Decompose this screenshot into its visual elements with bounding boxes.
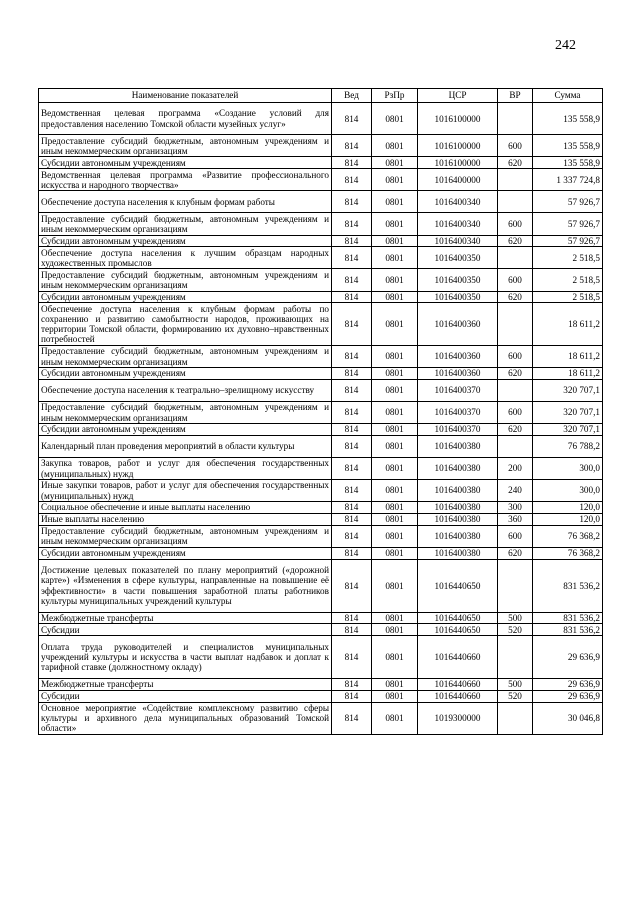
cell-name: Ведомственная целевая программа «Развитие профессионального искусства и народного творчества» (39, 169, 332, 191)
cell-vr: 520 (498, 690, 533, 702)
cell-name: Иные выплаты населению (39, 513, 332, 525)
table-row (39, 480, 603, 502)
cell-rzpr: 0801 (372, 612, 418, 624)
cell-ved: 814 (332, 612, 372, 624)
cell-sum: 76 788,2 (533, 435, 603, 457)
cell-sum: 18 611,2 (533, 346, 603, 368)
table-row (39, 213, 603, 235)
cell-name: Субсидии автономным учреждениям (39, 291, 332, 303)
table-row (39, 191, 603, 213)
table-row (39, 690, 603, 702)
cell-rzpr: 0801 (372, 135, 418, 157)
cell-sum: 135 558,9 (533, 157, 603, 169)
cell-ved: 814 (332, 480, 372, 502)
cell-sum: 57 926,7 (533, 235, 603, 247)
cell-name: Ведомственная целевая программа «Создание условий для предоставления населению Томской области музейных услуг» (39, 103, 332, 135)
cell-csr: 1016400340 (418, 235, 498, 247)
cell-name: Обеспечение доступа населения к театрально–зрелищному искусству (39, 379, 332, 401)
cell-vr (498, 169, 533, 191)
cell-ved: 814 (332, 678, 372, 690)
cell-sum: 57 926,7 (533, 213, 603, 235)
cell-name: Предоставление субсидий бюджетным, автономным учреждениям и иным некоммерческим организациям (39, 269, 332, 291)
table-row (39, 169, 603, 191)
cell-name: Оплата труда руководителей и специалистов муниципальных учреждений культуры и искусства в части выплат надбавок и доплат к тарифной ставке (должностному окладу) (39, 636, 332, 679)
table-row (39, 291, 603, 303)
cell-name: Иные закупки товаров, работ и услуг для обеспечения государственных (муниципальных) нужд (39, 480, 332, 502)
table-row (39, 247, 603, 269)
cell-ved: 814 (332, 636, 372, 679)
cell-ved: 814 (332, 379, 372, 401)
cell-rzpr: 0801 (372, 157, 418, 169)
cell-csr: 1016400360 (418, 368, 498, 380)
cell-vr: 600 (498, 525, 533, 547)
cell-csr: 1016400380 (418, 435, 498, 457)
cell-rzpr: 0801 (372, 502, 418, 514)
cell-vr (498, 379, 533, 401)
table-row (39, 103, 603, 135)
cell-rzpr: 0801 (372, 559, 418, 612)
cell-csr: 1016400350 (418, 269, 498, 291)
cell-ved: 814 (332, 269, 372, 291)
cell-rzpr: 0801 (372, 247, 418, 269)
cell-rzpr: 0801 (372, 624, 418, 636)
cell-csr: 1016400340 (418, 191, 498, 213)
cell-name: Предоставление субсидий бюджетным, автономным учреждениям и иным некоммерческим организациям (39, 525, 332, 547)
cell-rzpr: 0801 (372, 368, 418, 380)
cell-name: Обеспечение доступа населения к клубным формам работы (39, 191, 332, 213)
cell-name: Календарный план проведения мероприятий в области культуры (39, 435, 332, 457)
cell-ved: 814 (332, 702, 372, 734)
cell-csr: 1016400380 (418, 502, 498, 514)
table-row (39, 135, 603, 157)
cell-ved: 814 (332, 513, 372, 525)
cell-rzpr: 0801 (372, 303, 418, 346)
table-row (39, 269, 603, 291)
cell-vr: 620 (498, 547, 533, 559)
cell-vr: 620 (498, 291, 533, 303)
cell-name: Предоставление субсидий бюджетным, автономным учреждениям и иным некоммерческим организациям (39, 135, 332, 157)
cell-csr: 1016400340 (418, 213, 498, 235)
table-row (39, 435, 603, 457)
cell-vr (498, 636, 533, 679)
cell-ved: 814 (332, 547, 372, 559)
cell-rzpr: 0801 (372, 379, 418, 401)
cell-vr: 620 (498, 235, 533, 247)
cell-sum: 18 611,2 (533, 303, 603, 346)
cell-sum: 2 518,5 (533, 247, 603, 269)
cell-csr: 1016100000 (418, 157, 498, 169)
table-row (39, 379, 603, 401)
cell-csr: 1016440650 (418, 559, 498, 612)
cell-sum: 76 368,2 (533, 547, 603, 559)
cell-name: Межбюджетные трансферты (39, 612, 332, 624)
table-row (39, 458, 603, 480)
cell-name: Достижение целевых показателей по плану мероприятий («дорожной карте») «Изменения в сфере культуры, направленные на повышение её эффективности» в части повышения заработной платы работников культуры муниципальных учреждений культуры (39, 559, 332, 612)
cell-csr: 1016400350 (418, 291, 498, 303)
cell-ved: 814 (332, 368, 372, 380)
cell-rzpr: 0801 (372, 269, 418, 291)
cell-name: Предоставление субсидий бюджетным, автономным учреждениям и иным некоммерческим организациям (39, 213, 332, 235)
cell-ved: 814 (332, 525, 372, 547)
cell-sum: 831 536,2 (533, 612, 603, 624)
cell-ved: 814 (332, 303, 372, 346)
table-row (39, 559, 603, 612)
cell-name: Субсидии автономным учреждениям (39, 235, 332, 247)
table-row (39, 368, 603, 380)
cell-rzpr: 0801 (372, 435, 418, 457)
header-vr: ВР (498, 89, 533, 103)
cell-vr (498, 191, 533, 213)
cell-sum: 76 368,2 (533, 525, 603, 547)
cell-name: Социальное обеспечение и иные выплаты населению (39, 502, 332, 514)
cell-vr (498, 435, 533, 457)
cell-ved: 814 (332, 291, 372, 303)
cell-rzpr: 0801 (372, 458, 418, 480)
cell-csr: 1016440660 (418, 690, 498, 702)
cell-ved: 814 (332, 235, 372, 247)
cell-ved: 814 (332, 502, 372, 514)
cell-name: Субсидии автономным учреждениям (39, 424, 332, 436)
cell-csr: 1016100000 (418, 135, 498, 157)
cell-csr: 1016400380 (418, 513, 498, 525)
cell-ved: 814 (332, 346, 372, 368)
cell-csr: 1016440650 (418, 624, 498, 636)
cell-vr: 500 (498, 612, 533, 624)
table-row (39, 636, 603, 679)
cell-ved: 814 (332, 424, 372, 436)
table-row (39, 525, 603, 547)
cell-name: Основное мероприятие «Содействие комплексному развитию сферы культуры и архивного дела муниципальных образований Томской области» (39, 702, 332, 734)
cell-vr (498, 103, 533, 135)
table-row (39, 547, 603, 559)
cell-ved: 814 (332, 191, 372, 213)
table-row (39, 235, 603, 247)
cell-rzpr: 0801 (372, 291, 418, 303)
table-row (39, 303, 603, 346)
header-csr: ЦСР (418, 89, 498, 103)
table-row (39, 612, 603, 624)
cell-ved: 814 (332, 690, 372, 702)
cell-sum: 29 636,9 (533, 678, 603, 690)
table-row (39, 424, 603, 436)
cell-vr: 620 (498, 424, 533, 436)
cell-vr (498, 702, 533, 734)
cell-csr: 1016400380 (418, 547, 498, 559)
cell-sum: 1 337 724,8 (533, 169, 603, 191)
cell-rzpr: 0801 (372, 513, 418, 525)
cell-ved: 814 (332, 247, 372, 269)
cell-name: Межбюджетные трансферты (39, 678, 332, 690)
cell-sum: 2 518,5 (533, 269, 603, 291)
cell-sum: 18 611,2 (533, 368, 603, 380)
cell-vr (498, 559, 533, 612)
table-row (39, 502, 603, 514)
table-row (39, 513, 603, 525)
cell-rzpr: 0801 (372, 191, 418, 213)
cell-vr: 520 (498, 624, 533, 636)
table-row (39, 624, 603, 636)
cell-name: Субсидии (39, 624, 332, 636)
cell-vr: 200 (498, 458, 533, 480)
cell-rzpr: 0801 (372, 678, 418, 690)
cell-csr: 1016100000 (418, 103, 498, 135)
cell-rzpr: 0801 (372, 169, 418, 191)
cell-csr: 1016400380 (418, 480, 498, 502)
cell-sum: 29 636,9 (533, 690, 603, 702)
table-row (39, 402, 603, 424)
cell-name: Обеспечение доступа населения к клубным формам работы по сохранению и развитию самобытности народов, проживающих на территории Томской области, формированию их духовно–нравственных потребностей (39, 303, 332, 346)
cell-csr: 1016400380 (418, 525, 498, 547)
cell-csr: 1016440660 (418, 678, 498, 690)
cell-ved: 814 (332, 169, 372, 191)
cell-sum: 320 707,1 (533, 402, 603, 424)
cell-name: Субсидии (39, 690, 332, 702)
cell-sum: 57 926,7 (533, 191, 603, 213)
cell-vr: 240 (498, 480, 533, 502)
cell-sum: 29 636,9 (533, 636, 603, 679)
cell-csr: 1016440650 (418, 612, 498, 624)
cell-name: Субсидии автономным учреждениям (39, 547, 332, 559)
cell-sum: 320 707,1 (533, 424, 603, 436)
table-header-row (39, 89, 603, 103)
header-sum: Сумма (533, 89, 603, 103)
table-row (39, 346, 603, 368)
cell-csr: 1016400360 (418, 303, 498, 346)
cell-sum: 300,0 (533, 458, 603, 480)
cell-ved: 814 (332, 458, 372, 480)
cell-sum: 120,0 (533, 502, 603, 514)
cell-sum: 120,0 (533, 513, 603, 525)
cell-rzpr: 0801 (372, 636, 418, 679)
cell-ved: 814 (332, 213, 372, 235)
cell-rzpr: 0801 (372, 103, 418, 135)
cell-name: Предоставление субсидий бюджетным, автономным учреждениям и иным некоммерческим организациям (39, 346, 332, 368)
cell-rzpr: 0801 (372, 346, 418, 368)
cell-csr: 1019300000 (418, 702, 498, 734)
cell-vr: 600 (498, 213, 533, 235)
cell-name: Предоставление субсидий бюджетным, автономным учреждениям и иным некоммерческим организациям (39, 402, 332, 424)
cell-ved: 814 (332, 157, 372, 169)
cell-rzpr: 0801 (372, 690, 418, 702)
cell-sum: 135 558,9 (533, 103, 603, 135)
cell-ved: 814 (332, 103, 372, 135)
cell-ved: 814 (332, 559, 372, 612)
cell-csr: 1016440660 (418, 636, 498, 679)
cell-vr: 360 (498, 513, 533, 525)
table-row (39, 678, 603, 690)
cell-rzpr: 0801 (372, 480, 418, 502)
page-number: 242 (555, 38, 576, 53)
cell-rzpr: 0801 (372, 213, 418, 235)
cell-sum: 320 707,1 (533, 379, 603, 401)
cell-rzpr: 0801 (372, 702, 418, 734)
cell-name: Закупка товаров, работ и услуг для обеспечения государственных (муниципальных) нужд (39, 458, 332, 480)
cell-csr: 1016400380 (418, 458, 498, 480)
header-rzpr: РзПр (372, 89, 418, 103)
cell-vr (498, 247, 533, 269)
cell-rzpr: 0801 (372, 424, 418, 436)
cell-rzpr: 0801 (372, 525, 418, 547)
cell-vr: 620 (498, 157, 533, 169)
cell-ved: 814 (332, 135, 372, 157)
cell-vr: 300 (498, 502, 533, 514)
cell-sum: 2 518,5 (533, 291, 603, 303)
cell-ved: 814 (332, 402, 372, 424)
cell-vr: 600 (498, 269, 533, 291)
cell-csr: 1016400000 (418, 169, 498, 191)
cell-ved: 814 (332, 624, 372, 636)
cell-csr: 1016400370 (418, 424, 498, 436)
cell-csr: 1016400350 (418, 247, 498, 269)
cell-sum: 30 046,8 (533, 702, 603, 734)
cell-vr: 600 (498, 402, 533, 424)
cell-vr (498, 303, 533, 346)
budget-table (38, 88, 603, 735)
cell-vr: 600 (498, 135, 533, 157)
cell-name: Обеспечение доступа населения к лучшим образцам народных художественных промыслов (39, 247, 332, 269)
cell-sum: 831 536,2 (533, 559, 603, 612)
header-name: Наименование показателей (39, 89, 332, 103)
cell-csr: 1016400360 (418, 346, 498, 368)
cell-csr: 1016400370 (418, 402, 498, 424)
table-body (39, 103, 603, 735)
cell-rzpr: 0801 (372, 235, 418, 247)
cell-name: Субсидии автономным учреждениям (39, 368, 332, 380)
cell-rzpr: 0801 (372, 547, 418, 559)
cell-ved: 814 (332, 435, 372, 457)
cell-sum: 831 536,2 (533, 624, 603, 636)
cell-rzpr: 0801 (372, 402, 418, 424)
cell-sum: 300,0 (533, 480, 603, 502)
cell-vr: 600 (498, 346, 533, 368)
cell-csr: 1016400370 (418, 379, 498, 401)
cell-vr: 620 (498, 368, 533, 380)
cell-sum: 135 558,9 (533, 135, 603, 157)
cell-name: Субсидии автономным учреждениям (39, 157, 332, 169)
header-ved: Вед (332, 89, 372, 103)
table-row (39, 157, 603, 169)
cell-vr: 500 (498, 678, 533, 690)
table-row (39, 702, 603, 734)
